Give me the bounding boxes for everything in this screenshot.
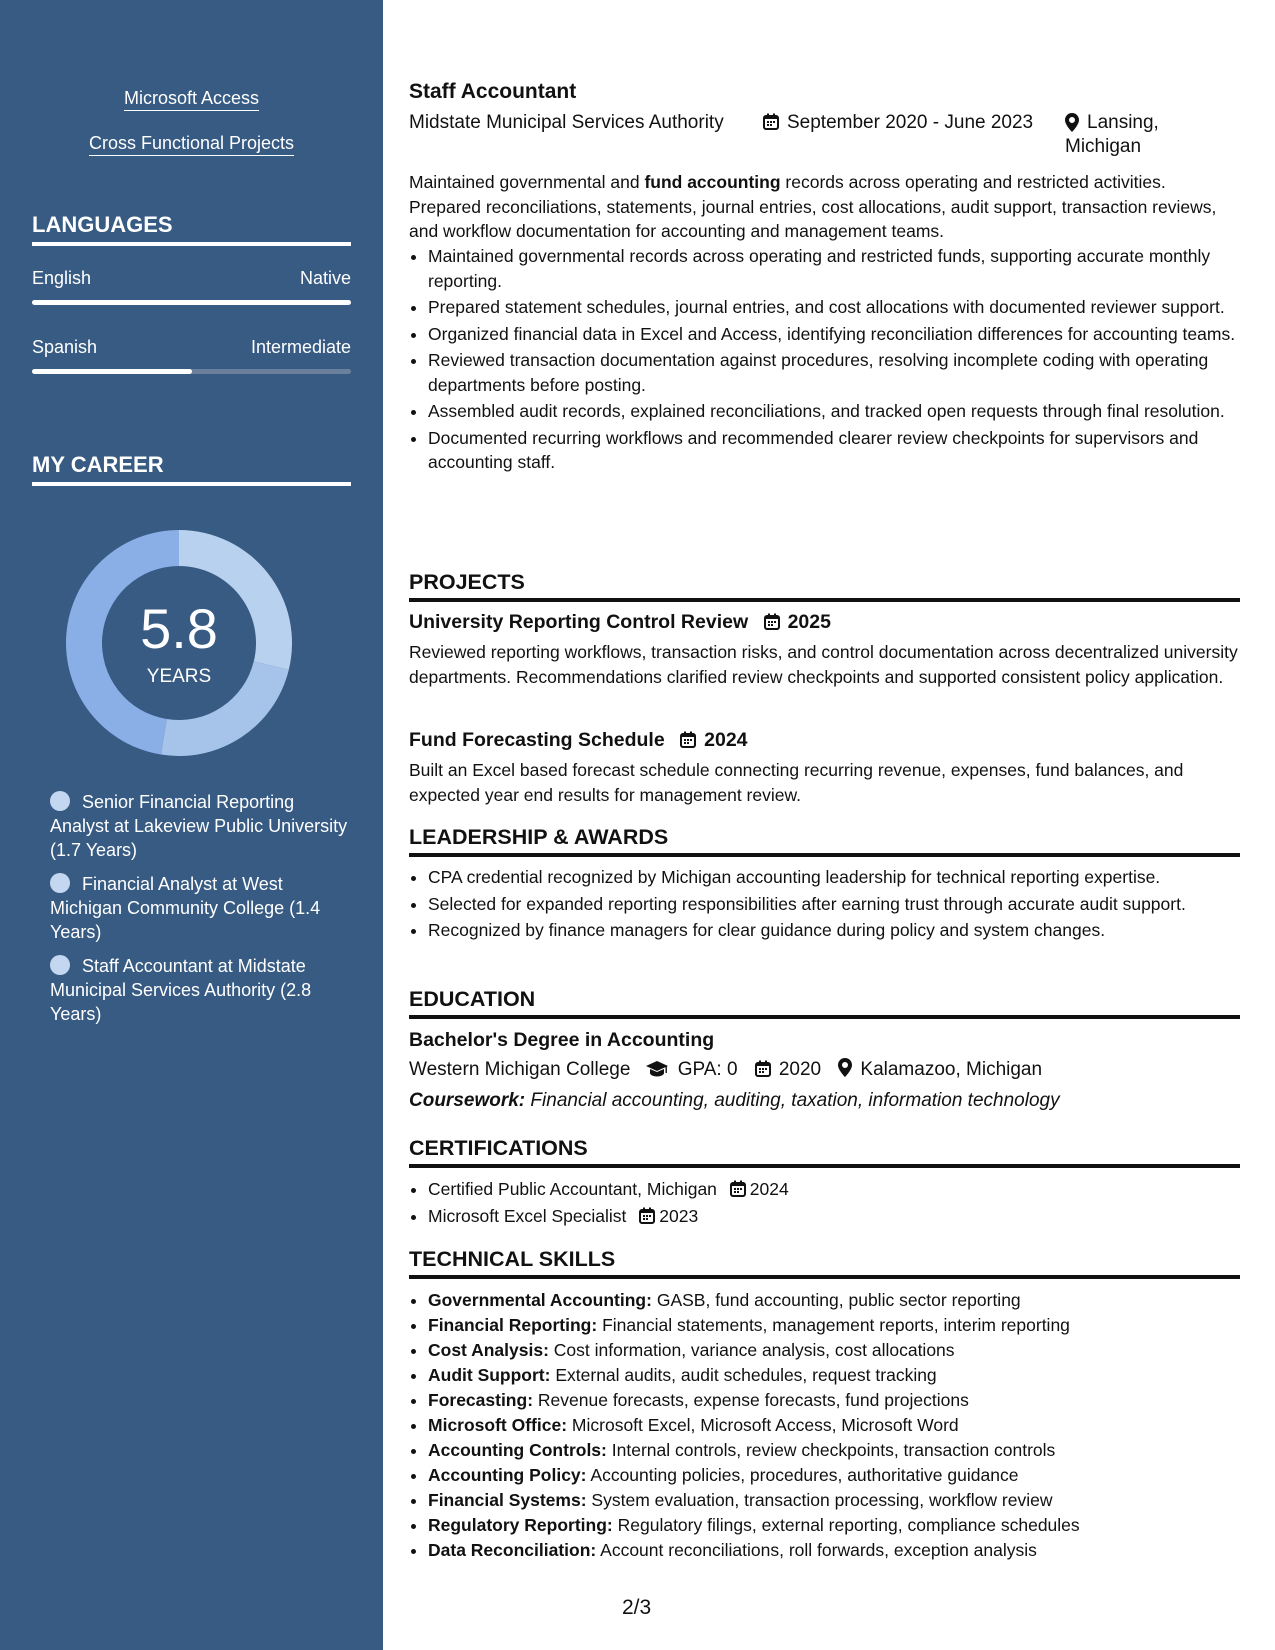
career-total-value: 5.8: [140, 597, 218, 660]
skill-item: • Audit Support: External audits, audit schedules, request tracking: [428, 1363, 1259, 1388]
project-year: 2024: [704, 729, 748, 751]
project-year: 2025: [787, 611, 831, 633]
calendar-icon: [764, 613, 780, 630]
list-item: • Reviewed transaction documentation against procedures, resolving incomplete coding with operating departments before posting.: [428, 348, 1259, 397]
list-item: • Documented recurring workflows and recommended clearer review checkpoints for supervisors and accounting staff.: [428, 426, 1259, 475]
skill-item: • Forecasting: Revenue forecasts, expense forecasts, fund projections: [428, 1388, 1259, 1413]
career-item: Staff Accountant at Midstate Municipal Services Authority (2.8 Years): [50, 956, 312, 1024]
skill-link-cross-functional-projects[interactable]: Cross Functional Projects: [0, 133, 383, 154]
language-name: English: [32, 268, 92, 288]
sidebar: [0, 0, 383, 1650]
skill-item: • Data Reconciliation: Account reconciliations, roll forwards, exception analysis: [428, 1538, 1259, 1563]
projects-heading: PROJECTS: [409, 570, 1240, 602]
project-title: University Reporting Control Review 2025: [409, 611, 831, 633]
list-item: • Recognized by finance managers for clear guidance during policy and system changes.: [428, 918, 1259, 943]
language-name: Spanish: [32, 337, 98, 357]
skill-item: • Governmental Accounting: GASB, fund accounting, public sector reporting: [428, 1288, 1259, 1313]
certifications-list: [409, 1177, 1259, 1230]
career-item: Senior Financial Reporting Analyst at Lakeview Public University (1.7 Years): [50, 792, 348, 860]
job-bullets: [409, 244, 1259, 477]
degree-title: Bachelor's Degree in Accounting: [409, 1029, 715, 1051]
project-description: Reviewed reporting workflows, transaction risks, and control documentation across decentralized university departments. Recommendations clarified review checkpoints and supported consistent policy application.: [409, 642, 1238, 687]
skill-link-microsoft-access[interactable]: Microsoft Access: [0, 88, 383, 109]
technical-skills-list: [409, 1288, 1259, 1563]
calendar-icon: [639, 1207, 655, 1224]
main-content: [409, 0, 1240, 1650]
job-title: Staff Accountant: [409, 80, 577, 103]
education-heading: EDUCATION: [409, 987, 1240, 1019]
list-item: • Assembled audit records, explained reconciliations, and tracked open requests through final resolution.: [428, 399, 1259, 424]
career-list: [50, 790, 350, 1036]
location-pin-icon: [838, 1058, 852, 1077]
career-donut-chart: [66, 530, 292, 756]
graduation-cap-icon: [646, 1061, 668, 1077]
coursework: Coursework: Financial accounting, auditing, taxation, information technology: [409, 1090, 1060, 1111]
list-item: • Prepared statement schedules, journal entries, and cost allocations with documented reviewer support.: [428, 295, 1259, 320]
language-proficiency-fill: [32, 369, 192, 374]
list-item: • Selected for expanded reporting responsibilities after earning trust through accurate audit support.: [428, 892, 1259, 917]
list-item: • Maintained governmental records across operating and restricted funds, supporting accurate monthly reporting.: [428, 244, 1259, 293]
languages-heading: LANGUAGES: [32, 212, 351, 246]
skill-item: • Accounting Policy: Accounting policies, procedures, authoritative guidance: [428, 1463, 1259, 1488]
skill-item: • Accounting Controls: Internal controls, review checkpoints, transaction controls: [428, 1438, 1259, 1463]
bullet-dot-icon: [50, 791, 70, 811]
career-item: Financial Analyst at West Michigan Community College (1.4 Years): [50, 874, 321, 942]
skill-item: • Cost Analysis: Cost information, variance analysis, cost allocations: [428, 1338, 1259, 1363]
technical-skills-heading: TECHNICAL SKILLS: [409, 1247, 1240, 1279]
calendar-icon: [755, 1060, 771, 1077]
list-item: • Microsoft Excel Specialist 2023: [428, 1204, 1259, 1229]
school-name: Western Michigan College: [409, 1059, 631, 1080]
job-summary: Maintained governmental and fund accounting records across operating and restricted activities. Prepared reconciliations, statements, journal entries, cost allocations, audit support, transaction reviews, and workflow documentation for accounting and management teams.: [409, 172, 1217, 241]
calendar-icon: [763, 113, 779, 130]
list-item: • Certified Public Accountant, Michigan 2024: [428, 1177, 1259, 1202]
bullet-dot-icon: [50, 955, 70, 975]
career-heading: MY CAREER: [32, 452, 351, 486]
page-number: 2/3: [622, 1596, 652, 1619]
certifications-heading: CERTIFICATIONS: [409, 1136, 1240, 1168]
project-description: Built an Excel based forecast schedule connecting recurring revenue, expenses, fund balances, and expected year end results for management review.: [409, 760, 1184, 805]
education-location: Kalamazoo, Michigan: [860, 1059, 1043, 1080]
skill-item: • Financial Systems: System evaluation, transaction processing, workflow review: [428, 1488, 1259, 1513]
job-company: Midstate Municipal Services Authority: [409, 112, 724, 133]
bullet-dot-icon: [50, 873, 70, 893]
location-pin-icon: [1065, 113, 1079, 132]
education-meta: [409, 1058, 1240, 1083]
skill-item: • Financial Reporting: Financial statements, management reports, interim reporting: [428, 1313, 1259, 1338]
language-proficiency-bar: [32, 300, 351, 305]
calendar-icon: [730, 1180, 746, 1197]
leadership-list: [409, 865, 1259, 945]
leadership-heading: LEADERSHIP & AWARDS: [409, 825, 1240, 857]
skill-item: • Microsoft Office: Microsoft Excel, Microsoft Access, Microsoft Word: [428, 1413, 1259, 1438]
career-total-unit: YEARS: [146, 666, 212, 687]
job-dates: September 2020 - June 2023: [763, 111, 1033, 135]
skill-item: • Regulatory Reporting: Regulatory filings, external reporting, compliance schedules: [428, 1513, 1259, 1538]
language-proficiency-bar: [32, 369, 351, 374]
calendar-icon: [680, 731, 696, 748]
gpa: GPA: 0: [677, 1059, 738, 1080]
job-location: Lansing, Michigan: [1065, 112, 1159, 157]
list-item: • Organized financial data in Excel and Access, identifying reconciliation differences for accounting teams.: [428, 322, 1259, 347]
language-level: Intermediate: [250, 337, 351, 357]
project-title: Fund Forecasting Schedule 2024: [409, 729, 748, 751]
list-item: • CPA credential recognized by Michigan accounting leadership for technical reporting expertise.: [428, 865, 1259, 890]
graduation-year: 2020: [778, 1059, 822, 1080]
language-proficiency-fill: [32, 300, 351, 305]
language-level: Native: [299, 268, 351, 288]
